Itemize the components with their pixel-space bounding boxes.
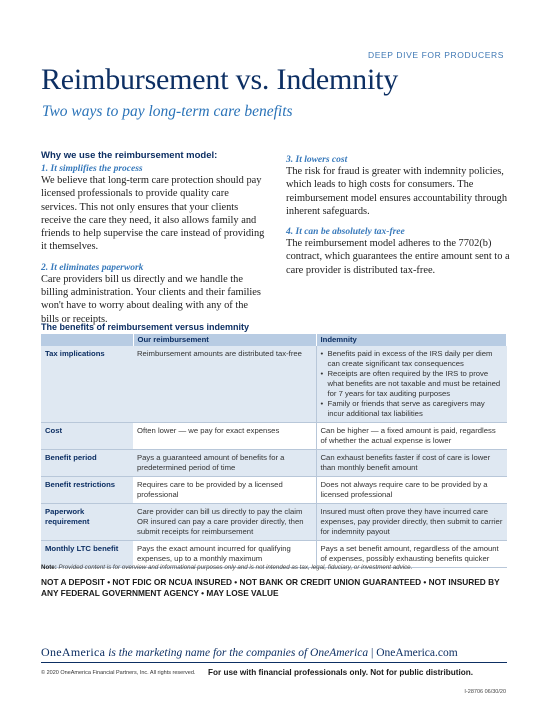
indemnity-cell [316,346,507,423]
footer-separator: | [371,647,374,659]
note-text: Provided content is for overview and informational purposes only and is not intended as tax, legal, fiduciary, or investment advice. [58,564,413,571]
row-label: Cost [41,423,133,450]
column-header-reimbursement: Our reimbursement [133,334,316,346]
section-heading: 4. It can be absolutely tax-free [286,227,405,238]
indemnity-cell: Does not always require care to be provided by a licensed professional [316,477,507,504]
column-header-blank [41,334,133,346]
column-header-indemnity: Indemnity [316,334,507,346]
reimbursement-cell: Pays the exact amount incurred for qualifying expenses, up to a monthly maximum [133,541,316,568]
table-row [41,477,507,504]
brand-logo: OneAmerica [41,645,106,659]
note-label: Note: [41,564,57,571]
table-row [41,346,507,423]
table-row [41,450,507,477]
note [41,564,412,571]
intro-section [41,150,511,335]
footer-brand-line [41,645,458,660]
reimbursement-cell: Reimbursement amounts are distributed tax-free [133,346,316,423]
indemnity-cell: Pays a set benefit amount, regardless of the amount of expenses, possibly exhausting benefits quicker [316,541,507,568]
row-label: Benefit restrictions [41,477,133,504]
row-label: Paperwork requirement [41,504,133,541]
bullet-item: • Family or friends that serve as caregivers may incur additional tax liabilities [321,399,503,419]
footer-divider [41,662,507,663]
row-label: Tax implications [41,346,133,423]
section-heading: 1. It simplifies the process [41,164,143,174]
table-title: The benefits of reimbursement versus indemnity [41,322,250,332]
usage-restriction: For use with financial professionals only. Not for public distribution. [208,668,474,677]
reimbursement-cell: Requires care to be provided by a licensed professional [133,477,316,504]
row-label: Benefit period [41,450,133,477]
reimbursement-cell: Pays a guaranteed amount of benefits for a predetermined period of time [133,450,316,477]
section-body: The risk for fraud is greater with indemnity policies, which leads to high costs for consumers. The reimbursement model ensures accountability through inherent safeguards. [286,166,508,217]
intro-left-column [41,163,266,335]
indemnity-cell: Can be higher — a fixed amount is paid, regardless of whether the actual expense is lower [316,423,507,450]
page-subtitle: Two ways to pay long-term care benefits [42,103,293,120]
section-body: The reimbursement model adheres to the 7702(b) contract, which guarantees the entire amount sent to a care provider is distributed tax-free. [286,238,510,276]
indemnity-bullet-list [321,349,503,419]
section-heading: 2. It eliminates paperwork [41,262,144,273]
section-body: Care providers bill us directly and we handle the billing administration. Your clients and their families won't have to worry about dealing with any of the bills or receipts. [41,273,261,325]
copyright: © 2020 OneAmerica Financial Partners, Inc. All rights reserved. [41,670,196,676]
website-link[interactable]: OneAmerica.com [376,647,458,659]
table-row [41,504,507,541]
table-header-row [41,334,507,346]
section-heading: 3. It lowers cost [286,155,348,165]
row-label: Monthly LTC benefit [41,541,133,568]
bullet-item: • Benefits paid in excess of the IRS daily per diem can create significant tax consequences [321,349,503,369]
brand-tagline: is the marketing name for the companies of OneAmerica [108,647,369,659]
page-title: Reimbursement vs. Indemnity [41,63,399,96]
bullet-item: • Receipts are often required by the IRS to prove what benefits are not taxable and must be retained for 7 years for tax auditing purposes [321,369,503,399]
indemnity-cell: Insured must often prove they have incurred care expenses, pay provider directly, then submit to carrier for indemnity payout [316,504,507,541]
table-row [41,423,507,450]
intro-heading: Why we use the reimbursement model: [41,150,218,161]
document-kicker: DEEP DIVE FOR PRODUCERS [368,50,504,60]
comparison-table [41,334,507,568]
reimbursement-cell: Care provider can bill us directly to pay the claim OR insured can pay a care provider directly, then submit receipts for reimbursement [133,504,316,541]
regulatory-disclaimer: NOT A DEPOSIT • NOT FDIC OR NCUA INSURED • NOT BANK OR CREDIT UNION GUARANTEED • NOT INSURED BY ANY FEDERAL GOVERNMENT AGENCY • MAY LOSE VALUE [41,577,500,598]
indemnity-cell: Can exhaust benefits faster if cost of care is lower than monthly benefit amount [316,450,507,477]
reimbursement-cell: Often lower — we pay for exact expenses [133,423,316,450]
section-body: We believe that long-term care protection should pay licensed professionals to provide quality care services. This not only ensures that your clients receive the care they need, it also allows family and friends to help supervise the care instead of providing it themselves. [41,175,265,253]
form-code: I-28706 06/30/20 [464,689,506,695]
intro-right-column [286,154,511,335]
